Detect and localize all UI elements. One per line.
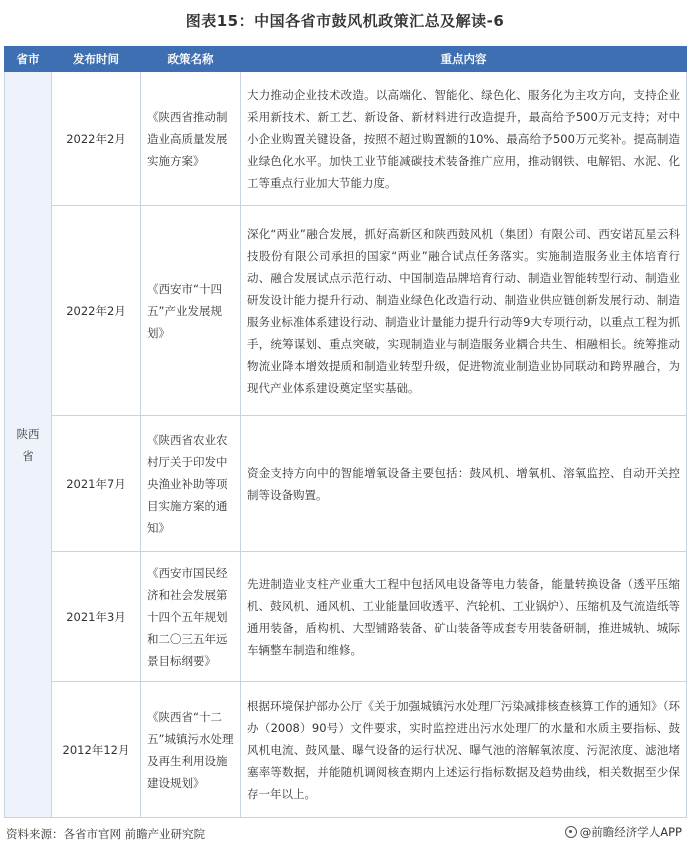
brand-credit <box>565 824 682 840</box>
content-cell: 根据环境保护部办公厅《关于加强城镇污水处理厂污染减排核查核算工作的通知》（环办（2008）90号）文件要求，实时监控进出污水处理厂的水量和水质主要指标、鼓风机电流、鼓风量、曝气设备的运行状况、曝气池的溶解氧浓度、污泥浓度、滤池堵塞率等数据，并能随机调阅核查期内上述运行指标数据及趋势曲线，相关数据至少保存一年以上。 <box>241 682 687 818</box>
table-row <box>5 72 687 206</box>
source-note: 资料来源：各省市官网 前瞻产业研究院 <box>6 827 206 841</box>
table-row <box>5 206 687 416</box>
policy-cell: 《西安市国民经济和社会发展第十四个五年规划和二〇三五年远景目标纲要》 <box>141 552 241 682</box>
table-row <box>5 682 687 818</box>
date-cell: 2021年7月 <box>52 416 141 552</box>
content-cell: 资金支持方向中的智能增氧设备主要包括：鼓风机、增氧机、溶氧监控、自动开关控制等设备购置。 <box>241 416 687 552</box>
policy-cell: 《陕西省“十二五”城镇污水处理及再生利用设施建设规划》 <box>141 682 241 818</box>
page-title: 图表15：中国各省市鼓风机政策汇总及解读-6 <box>185 12 505 30</box>
header-date: 发布时间 <box>52 47 141 72</box>
date-cell: 2021年3月 <box>52 552 141 682</box>
header-province: 省市 <box>5 47 52 72</box>
policy-table <box>4 46 687 818</box>
date-cell: 2022年2月 <box>52 72 141 206</box>
header-policy: 政策名称 <box>141 47 241 72</box>
policy-cell: 《西安市“十四五”产业发展规划》 <box>141 206 241 416</box>
province-cell: 陕西省 <box>5 72 52 818</box>
date-cell: 2022年2月 <box>52 206 141 416</box>
policy-cell: 《陕西省农业农村厅关于印发中央渔业补助等项目实施方案的通知》 <box>141 416 241 552</box>
table-row <box>5 416 687 552</box>
table-header-row <box>5 47 687 72</box>
brand-logo-icon <box>565 826 577 838</box>
content-cell: 大力推动企业技术改造。以高端化、智能化、绿色化、服务化为主攻方向，支持企业采用新技术、新工艺、新设备、新材料进行改造提升，最高给予500万元支持；对中小企业购置关键设备，按照不超过购置额的10%、最高给予500万元奖补。提高制造业绿色化水平。加快工业节能减碳技术装备推广应用，推动钢铁、电解铝、水泥、化工等重点行业加大节能力度。 <box>241 72 687 206</box>
policy-cell: 《陕西省推动制造业高质量发展实施方案》 <box>141 72 241 206</box>
table-row <box>5 552 687 682</box>
content-cell: 深化“两业”融合发展，抓好高新区和陕西鼓风机（集团）有限公司、西安诺瓦星云科技股份有限公司承担的国家“两业”融合试点任务落实。实施制造服务业主体培育行动、融合发展试点示范行动、中国制造品牌培育行动、制造业智能转型行动、制造业研发设计能力提升行动、制造业绿色化改造行动、制造业供应链创新发展行动、制造服务业标准体系建设行动、制造业计量能力提升行动等9大专项行动，以重点工程为抓手，统筹谋划、重点突破，实现制造业与制造服务业耦合共生、相融相长。统筹推动物流业降本增效提质和制造业转型升级，促进物流业制造业协同联动和跨界融合，为现代产业体系建设奠定坚实基础。 <box>241 206 687 416</box>
date-cell: 2012年12月 <box>52 682 141 818</box>
content-cell: 先进制造业支柱产业重大工程中包括风电设备等电力装备，能量转换设备（透平压缩机、鼓风机、通风机、工业能量回收透平、汽轮机、工业锅炉）、压缩机及气流造纸等通用装备，盾构机、大型铺路装备、矿山装备等成套专用装备研制，推进城轨、城际车辆整车制造和维修。 <box>241 552 687 682</box>
brand-credit-text: @前瞻经济学人APP <box>579 825 682 839</box>
header-content: 重点内容 <box>241 47 687 72</box>
